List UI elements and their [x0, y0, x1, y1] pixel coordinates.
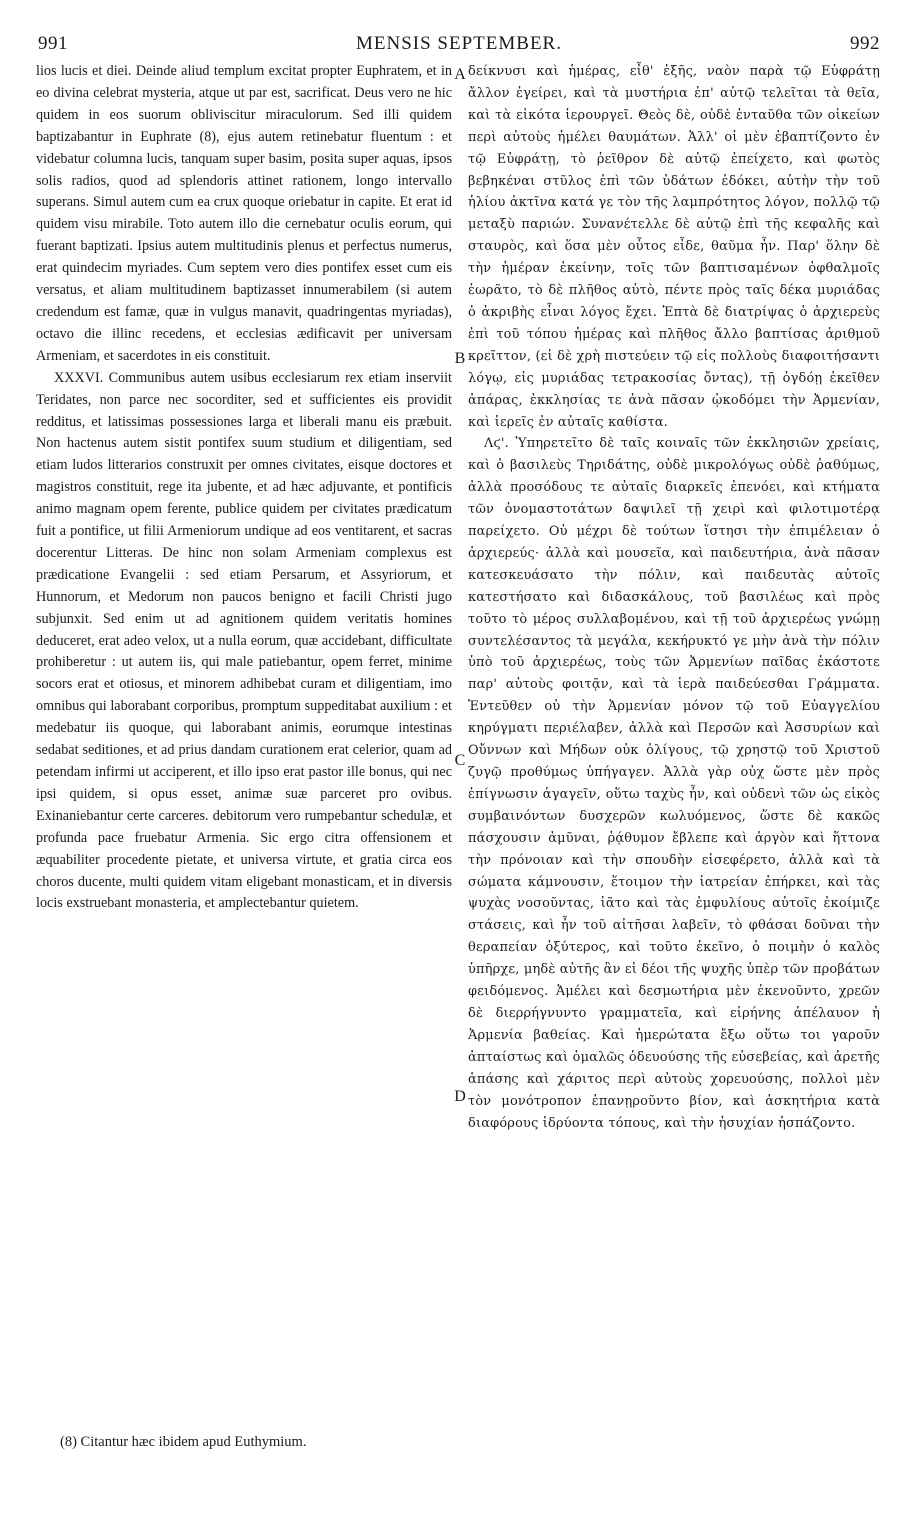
running-header [38, 33, 880, 59]
section-marker-c: C [454, 752, 466, 769]
section-marker-d: D [454, 1088, 466, 1105]
greek-paragraph: Λϛ'. Ὑπηρετεῖτο δὲ ταῖς κοιναῖς τῶν ἐκκλησιῶν χρείαις, καὶ ὁ βασιλεὺς Τηριδάτης, οὐδὲ μικρολόγως οὐδὲ ῥαθύμως, ἀλλὰ προσόδους τε αὐταῖς διαρκεῖς ἐπενόει, καὶ κτήματα τῶν ὀνομαστοτάτων δαψιλεῖ τῇ χειρὶ καὶ φιλοτιμοτέρᾳ παρείχετο. Οὐ μέχρι δὲ τούτων ἵστησι τὴν ἐπιμέλειαν ὁ ἀρχιερεύς· ἀλλὰ καὶ μουσεῖα, καὶ παιδευτήρια, ἀνὰ πᾶσαν κατεσκευάσατο τὴν πόλιν, καὶ παιδευτὰς αὐτοῖς κατεστήσατο καὶ διδασκάλους, τοῦ βασιλέως καὶ πρὸς τοῦτο τὸ μέρος συλλαβομένου, καὶ τῇ τοῦ ἀρχιερέως γνώμῃ συντελέσαντος τὰ μεγάλα, κεκήρυκτό γε μὴν ἀνὰ τὴν πόλιν ὑπὸ τοῦ ἀρχιερέως, τοὺς τῶν Ἀρμενίων παῖδας ἑκάστοτε παρ' αὐτοὺς φοιτᾷν, καὶ τὰ ἱερὰ παιδεύεσθαι Γράμματα. Ἐντεῦθεν οὐ τὴν Ἀρμενίαν μόνον τῷ τοῦ Εὐαγγελίου κηρύγματι περιέλαβεν, ἀλλὰ καὶ Περσῶν καὶ Ἀσσυρίων καὶ Οὔννων καὶ Μήδων οὐκ ὀλίγους, τῷ χρηστῷ τοῦ Χριστοῦ ζυγῷ προθύμως ὑπήγαγεν. Ἀλλὰ γὰρ οὐχ ὥστε μὲν πρὸς ἐπίγνωσιν ἀγαγεῖν, οὕτω ταχὺς ἦν, καὶ οὐδενὶ τῶν ὡς εἰκὸς συμβαινόντων δυσχερῶν κωλυόμενος, ὥστε δὲ κακῶς πάσχουσιν ἀμῦναι, ῥᾴθυμον ἔβλεπε καὶ ἀργὸν καὶ ἥττονα τὴν πρόνοιαν καὶ τὴν σπουδὴν εἰσεφέρετο, ἀλλὰ καὶ τὰ σώματα κάμνουσιν, ἕτοιμον τὴν ἰατρείαν ἐπήρκει, καὶ τὰς ψυχὰς νοσοῦντας, ἰᾶτο καὶ τὰς ἐμφυλίους αὐτοῖς ἐκοίμιζε στάσεις, καὶ ἦν τοῦ αἰτῆσαι λαβεῖν, τὸ φθάσαι δοῦναι τὴν θεραπείαν ὀξύτερος, καὶ τοῦτο ἐκεῖνο, ὁ ποιμὴν ὁ καλὸς ὑπῆρχε, μηδὲ αὐτῆς ἂν εἰ δέοι τῆς ψυχῆς ὑπὲρ τῶν προβάτων φειδόμενος. Ἀμέλει καὶ δεσμωτήρια μὲν ἐκενοῦντο, χρεῶν δὲ διερρήγνυντο γραμματεῖα, καὶ εἰρήνης ἀπέλαυον ἡ Ἀρμενία βαθείας. Καὶ ἡμερώτατα ἔξω οὕτω τοι γαροῦν ἀπταίστως καὶ ὁμαλῶς ὁδευούσης τῆς εὐσεβείας, καὶ ἀρετῆς ἁπάσης καὶ χάριτος περὶ αὐτοὺς χορευούσης, πολλοὶ μὲν τὸν μονότροπον ἐπανῃροῦντο βίον, καὶ ἀσκητήρια κατὰ διαφόρους ἱδρύοντα τόπους, καὶ τὴν ἡσυχίαν ἠσπάζοντο. [468, 436, 880, 1131]
running-title: MENSIS SEPTEMBER. [356, 33, 562, 54]
greek-paragraph: δείκνυσι καὶ ἡμέρας, εἶθ' ἑξῆς, ναὸν παρὰ τῷ Εὐφράτῃ ἄλλον ἐγείρει, καὶ τὰ μυστήρια ἐπ' αὐτῷ τελεῖται τὰ θεῖα, καὶ τὰ εἰκότα ἱερουργεῖ. Θεὸς δὲ, οὐδὲ ἐνταῦθα τῶν οἰκείων περὶ αὐτοὺς ἠμέλει θαυμάτων. Ἀλλ' οἱ μὲν ἐβαπτίζοντο ἐν τῷ Εὐφράτῃ, τὸ ῥεῖθρον δὲ αὐτῷ ἐπείχετο, καὶ φωτὸς βεβηκέναι στῦλος ἐπὶ τῶν ὑδάτων ἐδόκει, αὐτὴν τὴν τοῦ ἡλίου ἀκτῖνα κατά γε τὸν τῆς λαμπρότητος λόγον, πολλῷ τῷ μεταξὺ παριών. Συνανέτελλε δὲ αὐτῷ ἐπὶ τῆς κεφαλῆς καὶ σταυρὸς, καὶ ὅσα μὲν οὗτος εἶδε, θαῦμα ἦν. Παρ' ὅλην δὲ τὴν ἡμέραν ἐκείνην, τοῖς τῶν βαπτισαμένων ὀφθαλμοῖς ἑωρᾶτο, τὸ δὲ πλῆθος αὐτὸ, πέντε πρὸς ταῖς δέκα μυριάδας ὁ ἀκριβὴς εἶναι λόγος ἔχει. Ἑπτὰ δὲ διατρίψας ὁ ἀρχιερεὺς ἐπὶ τοῦ τόπου ἡμέρας καὶ πλῆθος ἄλλο βαπτίσας ἀριθμοῦ κρεῖττον, (εἰ δὲ χρὴ πιστεύειν τῷ εἰς πολλοὺς διαφοιτήσαντι λόγῳ, εἰς μυριάδας τετρακοσίας ὄντας), τῇ ὀγδόῃ ἐκεῖθεν ἀπάρας, ἐκκλησίας τε ἀνὰ πᾶσαν ᾠκοδόμει τὴν Ἀρμενίαν, καὶ ἱερεῖς ἐν αὐταῖς καθίστα. [468, 64, 880, 430]
latin-column [36, 61, 452, 915]
page-number-left: 991 [38, 33, 68, 54]
footnote: (8) Citantur hæc ibidem apud Euthymium. [60, 1434, 307, 1450]
greek-column [468, 61, 880, 1134]
page-number-right: 992 [850, 33, 880, 54]
section-marker-a: A [454, 66, 466, 83]
section-marker-b: B [454, 350, 466, 367]
latin-paragraph: lios lucis et diei. Deinde aliud templum excitat propter Euphratem, et in eo divina celebrat mysteria, atque ut par est, sacrificat. Deus vero ne hic quidem in eos suorum obliviscitur miraculorum. Sed illi quidem baptizabantur in Euphrate (8), ejus autem retinebatur fluentum : et videbatur columna lucis, tanquam super basim, posita super aquas, ipsos solis radios, quod ad splendoris attinet rationem, longo intervallo superans. Simul autem cum ea crux quoque oriebatur in capite. Et erat id quidem visu mirabile. Toto autem illo die cernebatur oculis eorum, qui fuerant baptizati. Ipsius autem multitudinis plenus et perfectus numerus, erat quindecim myriades. Cum septem vero dies pontifex esset cum eis versatus, et aliam multitudinem baptizasset innumerabilem (si autem credendum est famæ, quæ in vulgus manavit, quadringentas myriadas), octavo die illinc recedens, et ecclesias ædificavit per universam Armeniam, et sacerdotes in eis constituit. [36, 63, 452, 364]
latin-paragraph: XXXVI. Communibus autem usibus ecclesiarum rex etiam inserviit Teridates, non parce nec socorditer, sed et sufficientes eis providit redditus, et latissimas possessiones larga et liberali manu eis præbuit. Non hactenus autem sistit pontifex suum studium et diligentiam, sed etiam ludos litterarios construxit per omnes civitates, eisque doctores et magistros constituit, rege ita jubente, et ad hæc adjuvante, et pontificis animo magnam opem ferente, publice quidem per civitates prædicatum fuit a pontifice, ut filii Armeniorum undique ad eos ventitarent, et sacras docerentur Litteras. De hinc non solam Armeniam complexus est prædicatione Evangelii : sed etiam Persarum, et Assyriorum, et Hunnorum, et Medorum non paucos benigno et facili Christi jugo subjunxit. Sed enim ut ad agnitionem quidem veritatis homines deduceret, erat adeo velox, ut a nulla eorum, quæ accidebant, difficultate prohiberetur : ut autem iis, qui male patiebantur, opem ferret, minime socors erat et otiosus, et minorem adhibebat curam et diligentiam, imo omnibus qui laborabant corporibus, promptum suppeditabat auxilium : et medebatur iis quoque, qui laborabant animis, eorumque intestinas sedabat seditiones, et ad prius dandam curationem erat celerior, quam ad petendam infirmi ut acciperent, et illo ipso erat pastor ille bonus, qui nec ipsi quidem, si opus esset, animæ suæ parceret pro ovibus. Exinaniebantur certe carceres. debitorum vero rumpebantur schedulæ, et profunda pace fruebatur Armenia. Sic ergo citra offensionem et æquabiliter procedente pietate, et universa virtute, et gratia circa eos choros ducente, multi quidem vitam eligebant monasticam, et in diversis locis exstruebant monasteria, et amplectebantur quietem. [36, 369, 452, 912]
